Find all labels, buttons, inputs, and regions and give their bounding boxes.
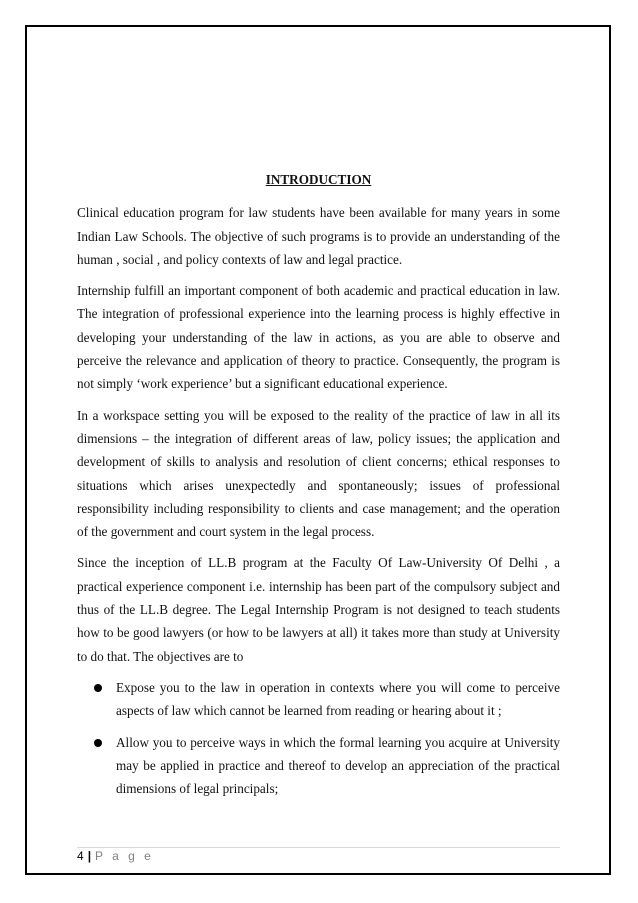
list-item (77, 731, 560, 801)
section-title: INTRODUCTION (265, 172, 372, 187)
document-body (77, 168, 560, 808)
page-footer (77, 849, 154, 863)
paragraph-1: Clinical education program for law students have been available for many years in some Indian Law Schools. The objective of such programs is to provide an understanding of the human , social , and policy contexts of law and legal practice. (77, 205, 560, 267)
list-item-text: Allow you to perceive ways in which the formal learning you acquire at University may be applied in practice and thereof to develop an appreciation of the practical dimensions of legal principals; (116, 734, 560, 797)
list-item (77, 676, 560, 723)
footer-divider (77, 847, 560, 848)
paragraph-2: Internship fulfill an important component of both academic and practical education in law. The integration of professional experience into the learning process is highly effective in developing your understanding of the law in actions, as you are able to observe and perceive the relevance and application of theory to practice. Consequently, the program is not simply ‘work experience’ but a significant educational experience. (77, 283, 560, 392)
bullet-icon (94, 739, 102, 747)
objectives-list (77, 676, 560, 800)
paragraph-3: In a workspace setting you will be exposed to the reality of the practice of law in all its dimensions – the integration of different areas of law, policy issues; the application and development of skills to analysis and resolution of client concerns; ethical responses to situations which arises unexpectedly and spontaneously; issues of professional responsibility including responsibility to clients and case management; and the operation of the government and court system in the legal process. (77, 407, 560, 540)
page-number: 4 (77, 849, 84, 863)
list-item-text: Expose you to the law in operation in contexts where you will come to perceive aspects of law which cannot be learned from reading or hearing about it ; (116, 679, 560, 719)
footer-separator: | (87, 849, 92, 863)
paragraph-4: Since the inception of LL.B program at the Faculty Of Law-University Of Delhi , a practical experience component i.e. internship has been part of the compulsory subject and thus of the LL.B degree. The Legal Internship Program is not designed to teach students how to be good lawyers (or how to be lawyers at all) it takes more than study at University to do that. The objectives are to (77, 555, 560, 664)
page-label: P a g e (95, 849, 154, 863)
bullet-icon (94, 684, 102, 692)
